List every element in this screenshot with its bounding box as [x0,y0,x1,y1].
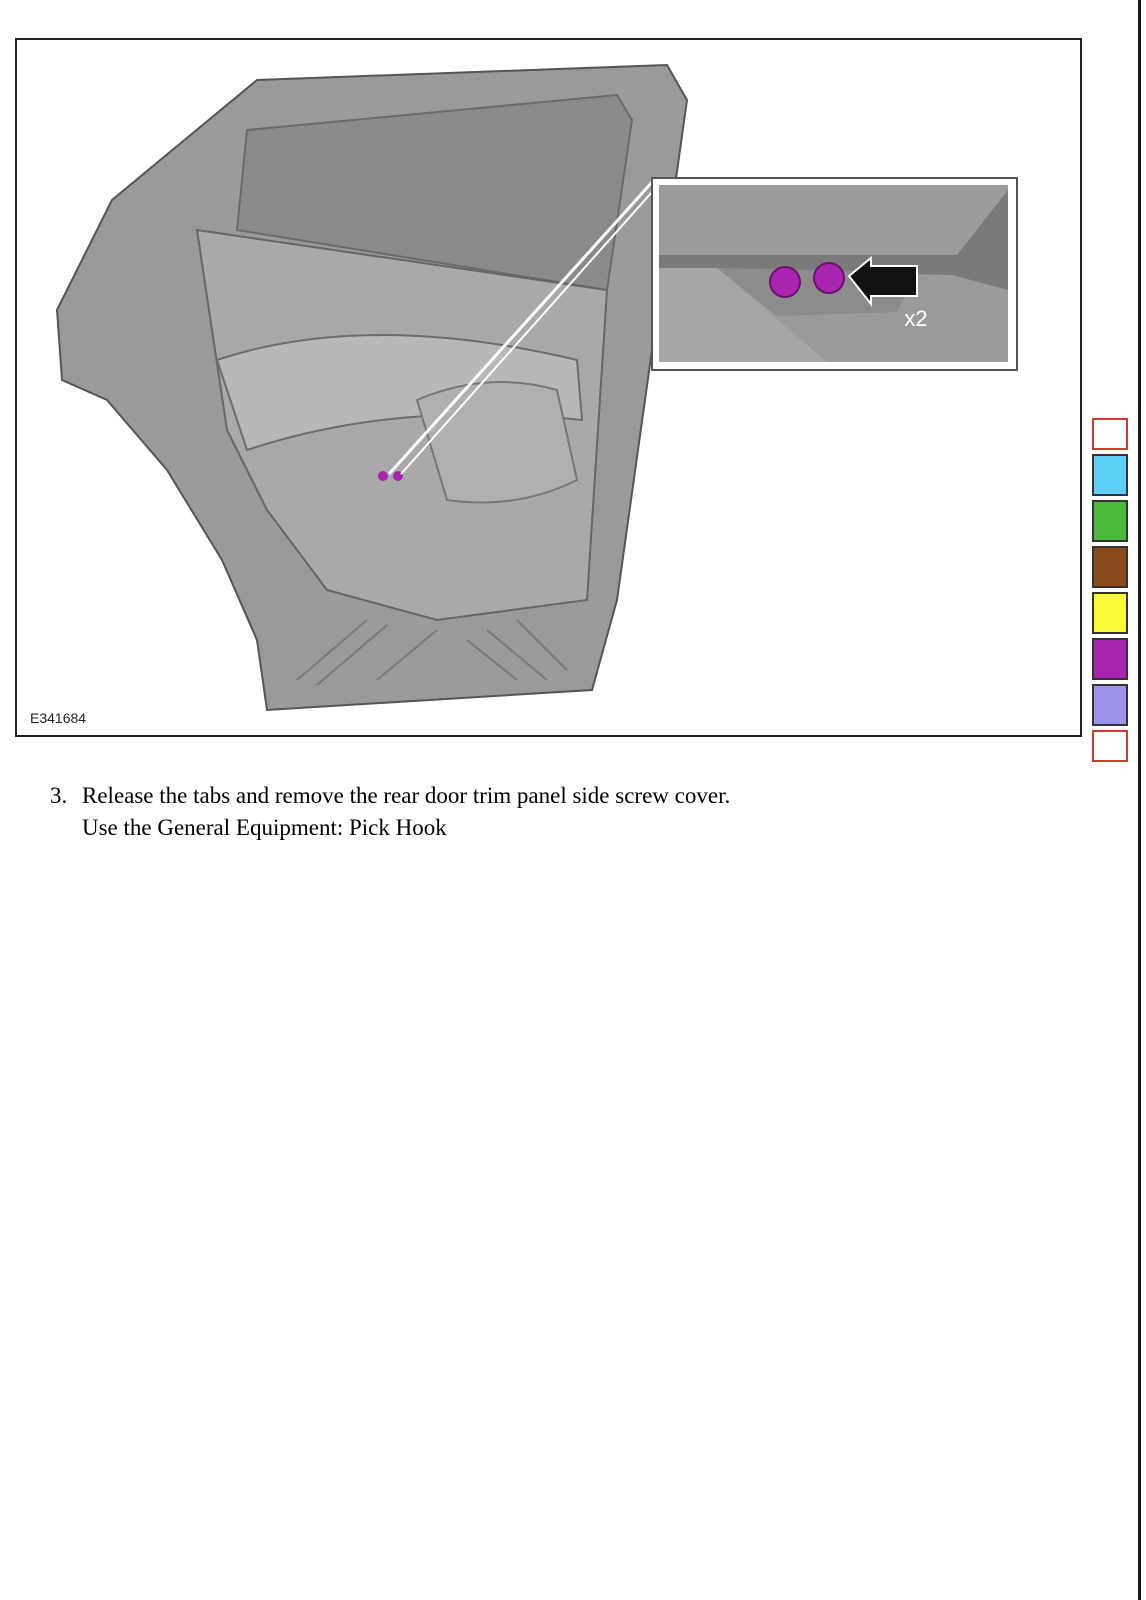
palette-swatch-brown[interactable] [1092,546,1128,588]
palette-swatch-magenta[interactable] [1092,638,1128,680]
rear-door-illustration [17,40,1080,735]
palette-swatch-lavender[interactable] [1092,684,1128,726]
palette-swatch-outline-top[interactable] [1092,418,1128,450]
palette-swatch-cyan[interactable] [1092,454,1128,496]
figure-id-label: E341684 [30,710,87,726]
step-equipment-note: Use the General Equipment: Pick Hook [82,815,447,840]
palette-swatch-green[interactable] [1092,500,1128,542]
step-instruction: Release the tabs and remove the rear door trim panel side screw cover. [82,783,731,808]
palette-swatch-yellow[interactable] [1092,592,1128,634]
color-palette [1092,418,1128,766]
procedure-step [50,780,1110,844]
step-line-1 [50,780,1110,812]
page-right-edge [1138,0,1141,1600]
palette-swatch-outline-bottom[interactable] [1092,730,1128,762]
step-number: 3. [50,783,68,808]
procedure-figure [15,38,1082,737]
quantity-callout: x2 [904,306,928,331]
